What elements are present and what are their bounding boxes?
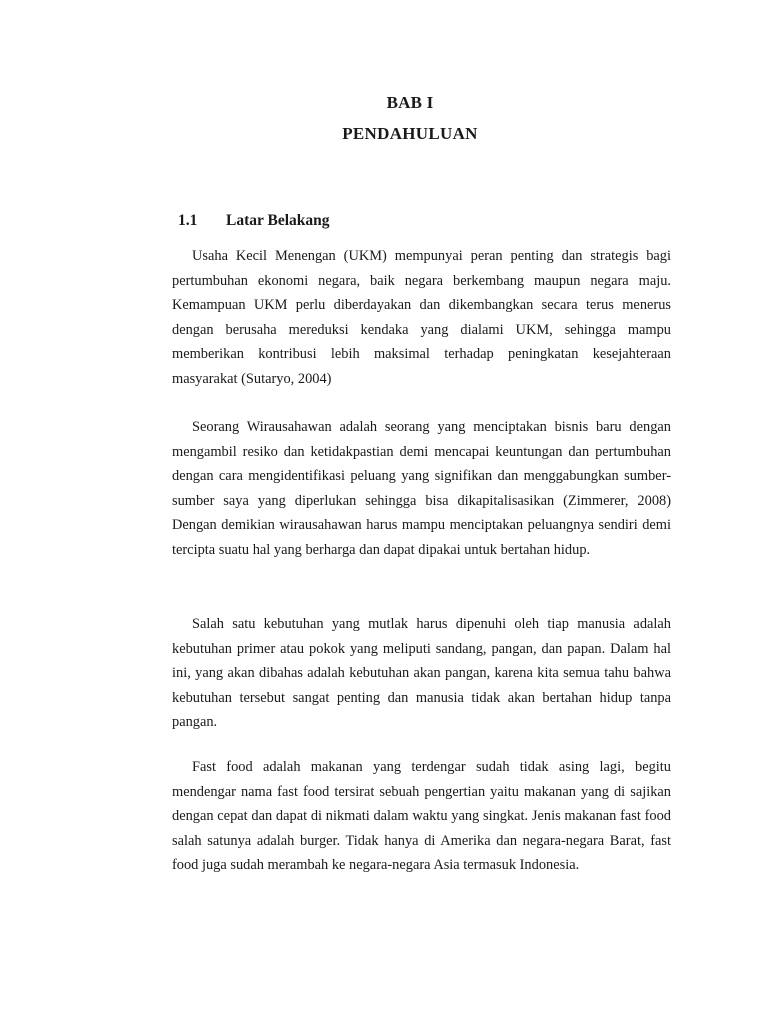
- section-heading: [178, 212, 330, 230]
- chapter-title: PENDAHULUAN: [342, 124, 478, 143]
- section-title: Latar Belakang: [226, 212, 330, 229]
- paragraph: Usaha Kecil Menengan (UKM) mempunyai peran penting dan strategis bagi pertumbuhan ekonomi negara, baik negara berkembang maupun negara maju. Kemampuan UKM perlu diberdayakan dan dikembangkan secara terus menerus dengan berusaha mereduksi kendaka yang dialami UKM, sehingga mampu memberikan kontribusi lebih maksimal terhadap peningkatan kesejahteraan masyarakat (Sutaryo, 2004): [172, 248, 671, 387]
- paragraph: Seorang Wirausahawan adalah seorang yang menciptakan bisnis baru dengan mengambil resiko dan ketidakpastian demi mencapai keuntungan dan pertumbuhan dengan cara mengidentifikasi peluang yang signifikan dan menggabungkan sumber-sumber saya yang diperlukan sehingga bisa dikapitalisasikan (Zimmerer, 2008) Dengan demikian wirausahawan harus mampu menciptakan peluangnya sendiri demi tercipta suatu hal yang berharga dan dapat dipakai untuk bertahan hidup.: [172, 419, 671, 558]
- chapter-number: BAB I: [386, 93, 434, 112]
- paragraph: Fast food adalah makanan yang terdengar sudah tidak asing lagi, begitu mendengar nama fast food tersirat sebuah pengertian yaitu makanan yang di sajikan dengan cepat dan dapat di nikmati dalam waktu yang singkat. Jenis makanan fast food salah satunya adalah burger. Tidak hanya di Amerika dan negara-negara Barat, fast food juga sudah merambah ke negara-negara Asia termasuk Indonesia.: [172, 759, 671, 873]
- paragraph: Salah satu kebutuhan yang mutlak harus dipenuhi oleh tiap manusia adalah kebutuhan primer atau pokok yang meliputi sandang, pangan, dan papan. Dalam hal ini, yang akan dibahas adalah kebutuhan akan pangan, karena kita semua tahu bahwa kebutuhan tersebut sangat penting dan manusia tidak akan bertahan hidup tanpa pangan.: [172, 616, 671, 730]
- section-number: 1.1: [178, 212, 198, 229]
